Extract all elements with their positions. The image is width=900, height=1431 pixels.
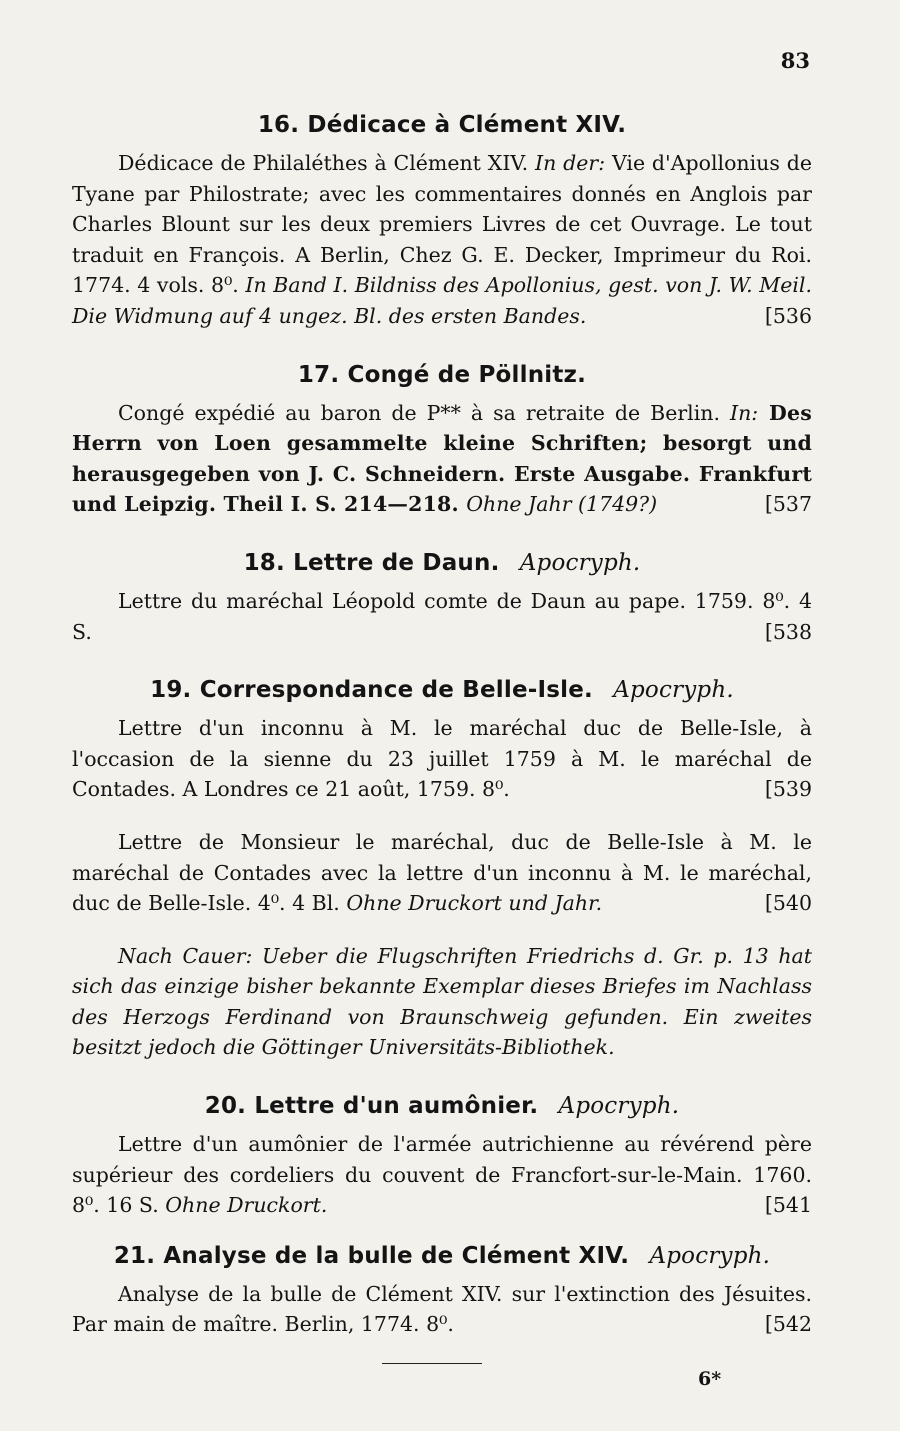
heading-apocryph: Apocryph.: [649, 1242, 771, 1269]
heading-apocryph: Apocryph.: [558, 1093, 680, 1120]
entry-text: Congé expédié au baron de P** à sa retraite de Berlin.: [118, 400, 730, 425]
entry-reference-number: [537: [764, 492, 812, 517]
signature-mark: 6*: [698, 1368, 722, 1390]
entry-text: Lettre d'un inconnu à M. le maréchal duc de Belle-Isle, à l'occasion de la sienne du 23 juillet 1759 à M. le maréchal de Contades. A Londres ce 21 août, 1759. 8⁰.: [72, 716, 812, 802]
heading-apocryph: Apocryph.: [613, 677, 734, 704]
entry-italic: In:: [730, 400, 759, 425]
section-heading: [72, 112, 812, 138]
entry-reference-number: [541: [764, 1193, 812, 1218]
heading-title: Lettre de Daun.: [293, 549, 500, 576]
section-heading: [72, 1093, 812, 1119]
heading-title: Analyse de la bulle de Clément XIV.: [163, 1242, 630, 1269]
section-16: [72, 112, 812, 332]
entry-reference-number: [539: [764, 777, 812, 802]
entry-540: [72, 827, 812, 919]
entry-text: Lettre du maréchal Léopold comte de Daun au pape. 1759. 8⁰. 4 S.: [72, 588, 812, 644]
entry-537: [72, 398, 812, 520]
section-heading: [72, 362, 812, 388]
entry-italic: In der:: [535, 151, 606, 175]
heading-number: 17.: [297, 361, 340, 388]
entry-text: Vie d'Apollonius de Tyane par Philostrate; avec les commentaires donnés en Anglois par Charles Blount sur les deux premiers Livres de cet Ouvrage. Le tout traduit en François. A Berlin, Chez G. E. Decker, Imprimeur du Roi. 1774. 4 vols. 8⁰.: [72, 151, 812, 298]
heading-title: Congé de Pöllnitz.: [347, 361, 587, 388]
entry-text: Analyse de la bulle de Clément XIV. sur l'extinction des Jésuites. Par main de maître. Berlin, 1774. 8⁰.: [72, 1281, 812, 1337]
note-text: Nach Cauer: Ueber die Flugschriften Friedrichs d. Gr. p. 13 hat sich das einzige bisher bekannte Exemplar dieses Briefes im Nachlass des Herzogs Ferdinand von Braunschweig gefunden. Ein zweites besitzt jedoch die Göttinger Universitäts-Bibliothek.: [72, 943, 812, 1060]
heading-number: 19.: [150, 677, 192, 704]
page-content: [72, 112, 812, 1340]
section-heading: [72, 550, 812, 576]
heading-number: 16.: [257, 112, 300, 138]
heading-number: 20.: [204, 1093, 247, 1120]
entry-reference-number: [538: [764, 619, 812, 644]
heading-number: 21.: [113, 1242, 156, 1269]
entry-542: [72, 1279, 812, 1340]
entry-text: Lettre d'un aumônier de l'armée autrichienne au révérend père supérieur des cordeliers du couvent de Francfort-sur-le-Main. 1760. 8⁰. 16 S.: [72, 1132, 812, 1218]
entry-italic: Ohne Druckort und Jahr.: [346, 891, 603, 916]
section-20: [72, 1093, 812, 1221]
entry-536: [72, 148, 812, 332]
section-19: [72, 677, 812, 1063]
heading-number: 18.: [243, 549, 285, 576]
entry-text: Dédicace de Philaléthes à Clément XIV.: [118, 151, 536, 175]
heading-apocryph: Apocryph.: [519, 549, 641, 576]
entry-541: [72, 1129, 812, 1221]
heading-title: Lettre d'un aumônier.: [254, 1093, 539, 1120]
section-21: [72, 1243, 812, 1340]
entry-italic: Ohne Jahr (1749?): [466, 492, 658, 517]
section-heading: [72, 677, 812, 703]
entry-reference-number: [540: [764, 891, 812, 916]
entry-note: [72, 941, 812, 1063]
entry-italic: In Band I. Bildniss des Apollonius, gest. von J. W. Meil. Die Widmung auf 4 ungez. Bl. des ersten Bandes.: [72, 273, 813, 328]
heading-title: Correspondance de Belle-Isle.: [199, 677, 593, 704]
entry-538: [72, 586, 812, 647]
entry-reference-number: [536: [764, 303, 812, 328]
section-18: [72, 550, 812, 647]
entry-reference-number: [542: [764, 1312, 812, 1337]
entry-italic: Ohne Druckort.: [165, 1193, 328, 1218]
entry-text: Lettre de Monsieur le maréchal, duc de Belle-Isle à M. le maréchal de Contades avec la lettre d'un inconnu à M. le maréchal, duc de Belle-Isle. 4⁰. 4 Bl.: [72, 829, 812, 916]
section-heading: [72, 1243, 812, 1269]
heading-title: Dédicace à Clément XIV.: [307, 112, 627, 138]
page-number: 83: [780, 48, 810, 73]
section-17: [72, 362, 812, 520]
fraktur-text: Des Herrn von Loen gesammelte kleine Schriften; besorgt und herausgegeben von J. C. Schneidern. Erste Ausgabe. Frankfurt und Leipzig. Theil I. S. 214—218.: [72, 400, 812, 517]
entry-539: [72, 713, 812, 805]
divider-rule: [382, 1363, 482, 1364]
